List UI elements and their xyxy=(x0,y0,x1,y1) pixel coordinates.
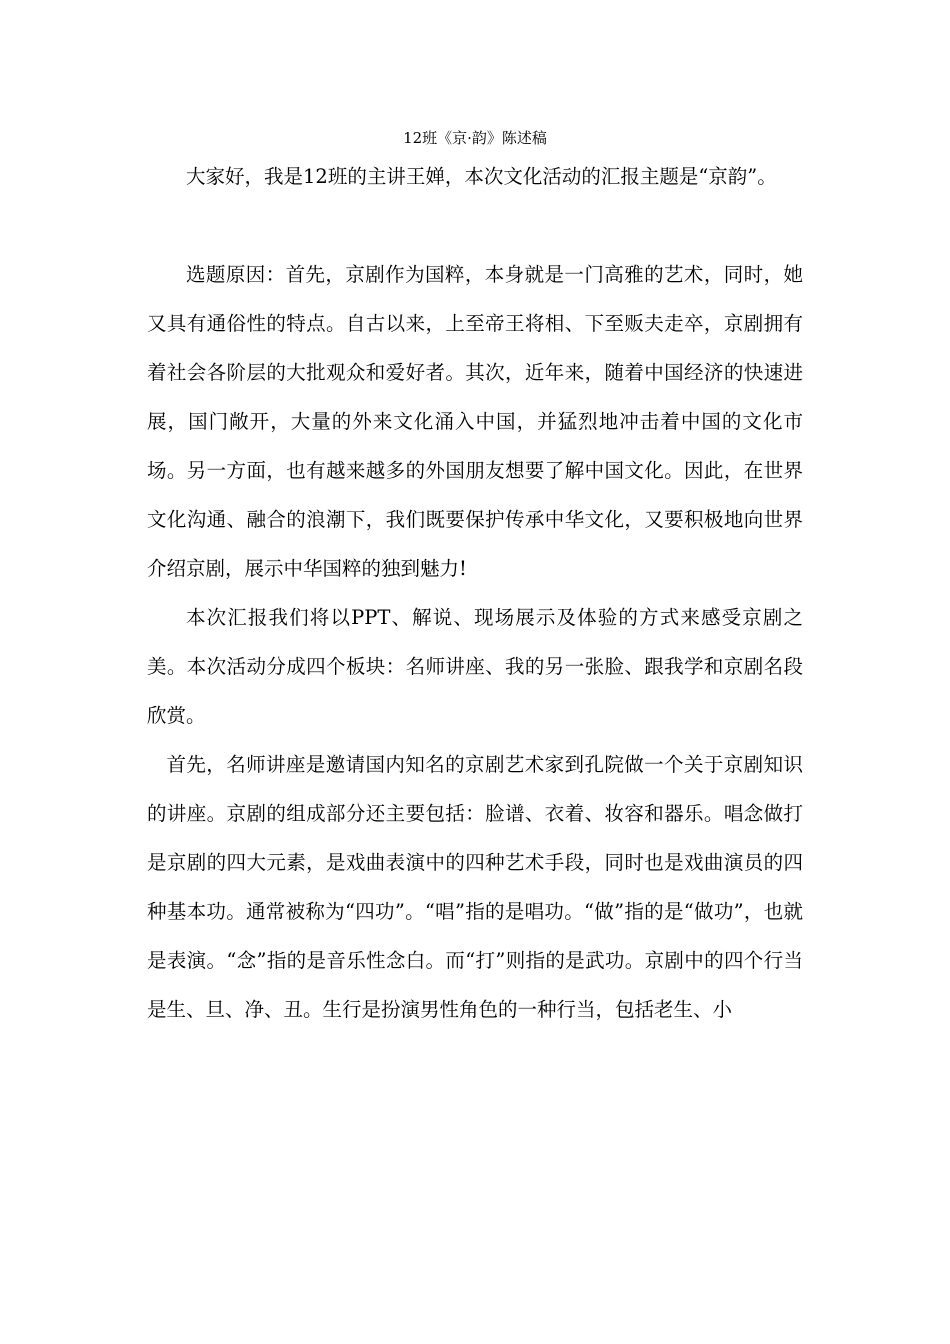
paragraph-lecture: 首先，名师讲座是邀请国内知名的京剧艺术家到孔院做一个关于京剧知识的讲座。京剧的组成部分还主要包括：脸谱、衣着、妆容和器乐。唱念做打是京剧的四大元素，是戏曲表演中的四种艺术手段，同时也是戏曲演员的四种基本功。通常被称为“四功”。“唱”指的是唱功。“做”指的是“做功”，也就是表演。“念”指的是音乐性念白。而“打”则指的是武功。京剧中的四个行当是生、旦、净、丑。生行是扮演男性角色的一种行当，包括老生、小 xyxy=(147,753,803,1021)
paragraph-greeting: 大家好，我是12班的主讲王婵，本次文化活动的汇报主题是“京韵”。 xyxy=(186,165,777,188)
document-body xyxy=(147,152,803,1034)
paragraph-report-format: 本次汇报我们将以PPT、解说、现场展示及体验的方式来感受京剧之美。本次活动分成四个板块：名师讲座、我的另一张脸、跟我学和京剧名段欣赏。 xyxy=(147,606,803,727)
paragraph-spacer xyxy=(147,201,803,250)
paragraph-topic-reason: 选题原因：首先，京剧作为国粹，本身就是一门高雅的艺术，同时，她又具有通俗性的特点。自古以来，上至帝王将相、下至贩夫走卒，京剧拥有着社会各阶层的大批观众和爱好者。其次，近年来，随着中国经济的快速进展，国门敞开，大量的外来文化涌入中国，并猛烈地冲击着中国的文化市场。另一方面，也有越来越多的外国朋友想要了解中国文化。因此，在世界文化沟通、融合的浪潮下，我们既要保护传承中华文化，又要积极地向世界介绍京剧，展示中华国粹的独到魅力! xyxy=(147,263,803,580)
document-title: 12班《京·韵》陈述稿 xyxy=(403,129,547,147)
